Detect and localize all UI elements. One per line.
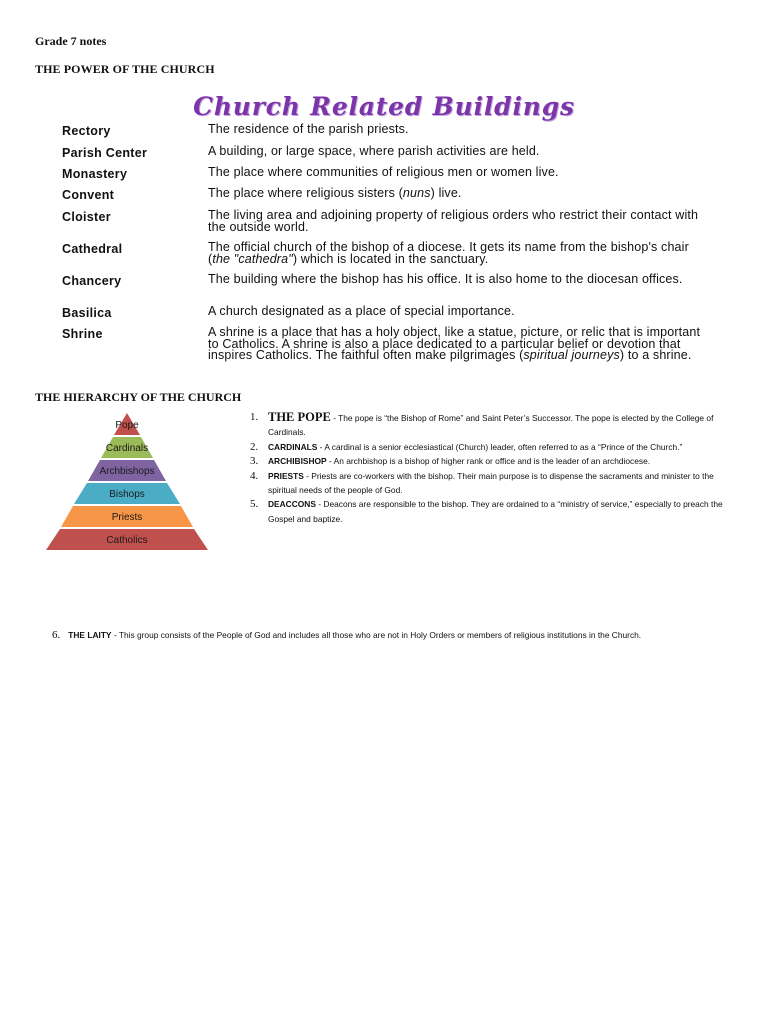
list-item (250, 410, 735, 440)
list-item (250, 497, 735, 526)
term-convent: Convent (62, 188, 115, 202)
list-text: This group consists of the People of God and includes all those who are not in Holy Orders or members of religious institutions in the Church. (118, 630, 642, 640)
def-monastery: The place where communities of religious men or women live. (208, 165, 559, 179)
list-number: 6. (52, 629, 61, 641)
list-keyword: ARCHIBISHOP (268, 456, 327, 467)
pyramid-label-bishops: Bishops (109, 489, 145, 500)
list-keyword: THE LAITY (68, 630, 112, 640)
list-separator: - (330, 413, 339, 423)
list-separator: - (303, 470, 312, 481)
pyramid-label-pope: Pope (115, 420, 139, 431)
list-text: A cardinal is a senior ecclesiastical (Church) leader, often referred to as a “Prince of the Church.” (324, 441, 683, 452)
list-separator: - (317, 441, 325, 452)
list-separator: - (111, 630, 119, 640)
list-item (250, 454, 735, 468)
list-number: 5. (250, 498, 259, 511)
list-keyword: DEACCONS (268, 499, 316, 510)
list-item (250, 469, 735, 498)
list-separator: - (326, 456, 334, 467)
list-keyword: PRIESTS (268, 470, 304, 481)
list-item (250, 440, 735, 454)
def-chancery: The building where the bishop has his office. It is also home to the diocesan offices. (208, 272, 683, 286)
def-shrine: A shrine is a place that has a holy object, like a statue, picture, or relic that is important to Catholics. A shrine is also a place dedicated to a particular belief or devotion that inspires Catholics. The faithful often make pilgrimages (spiritual journeys) to a shrine. (208, 325, 701, 363)
hierarchy-pyramid (38, 410, 216, 552)
term-parish-center: Parish Center (62, 146, 148, 160)
term-rectory: Rectory (62, 124, 111, 138)
pyramid-label-cardinals: Cardinals (105, 443, 149, 454)
term-monastery: Monastery (62, 167, 128, 181)
list-text: An archbishop is a bishop of higher rank or office and is the leader of an archdiocese. (333, 456, 651, 467)
list-separator: - (315, 499, 324, 510)
section-title-power: THE POWER OF THE CHURCH (35, 62, 215, 76)
list-text: Deacons are responsible to the bishop. They are ordained to a “ministry of service,” especially to preach the Gospel and baptize. (268, 499, 723, 524)
list-text: The pope is “the Bishop of Rome” and Saint Peter’s Successor. The pope is elected by the College of Cardinals. (268, 413, 714, 438)
list-keyword: THE POPE (268, 410, 331, 424)
def-parish-center: A building, or large space, where parish activities are held. (208, 144, 540, 158)
list-text: Priests are co-workers with the bishop. Their main purpose is to dispense the sacraments and minister to the spiritual needs of the people of God. (268, 470, 714, 496)
laity-item (52, 628, 752, 642)
section-title-hierarchy: THE HIERARCHY OF THE CHURCH (35, 390, 242, 404)
list-number: 1. (250, 411, 259, 423)
pyramid-label-catholics: Catholics (106, 535, 148, 546)
term-cathedral: Cathedral (62, 242, 123, 256)
def-basilica: A church designated as a place of special importance. (208, 304, 515, 318)
def-cathedral: The official church of the bishop of a diocese. It gets its name from the bishop's chair (the "cathedra") which is located in the sanctuary. (208, 240, 689, 266)
term-chancery: Chancery (62, 274, 122, 288)
term-shrine: Shrine (62, 327, 103, 341)
pyramid-label-archbishops: Archbishops (99, 466, 155, 477)
list-number: 4. (250, 469, 259, 482)
list-keyword: CARDINALS (268, 441, 318, 452)
banner-title: Church Related Buildings (193, 92, 575, 121)
hierarchy-list (250, 410, 735, 526)
def-rectory: The residence of the parish priests. (208, 122, 409, 136)
pyramid-label-priests: Priests (111, 512, 143, 523)
list-number: 3. (250, 455, 259, 468)
def-cloister: The living area and adjoining property of religious orders who restrict their contact with the outside world. (208, 208, 699, 234)
grade-label: Grade 7 notes (35, 34, 107, 48)
term-basilica: Basilica (62, 306, 112, 320)
list-number: 2. (250, 440, 259, 453)
def-convent: The place where religious sisters (nuns) live. (208, 186, 462, 200)
term-cloister: Cloister (62, 210, 111, 224)
